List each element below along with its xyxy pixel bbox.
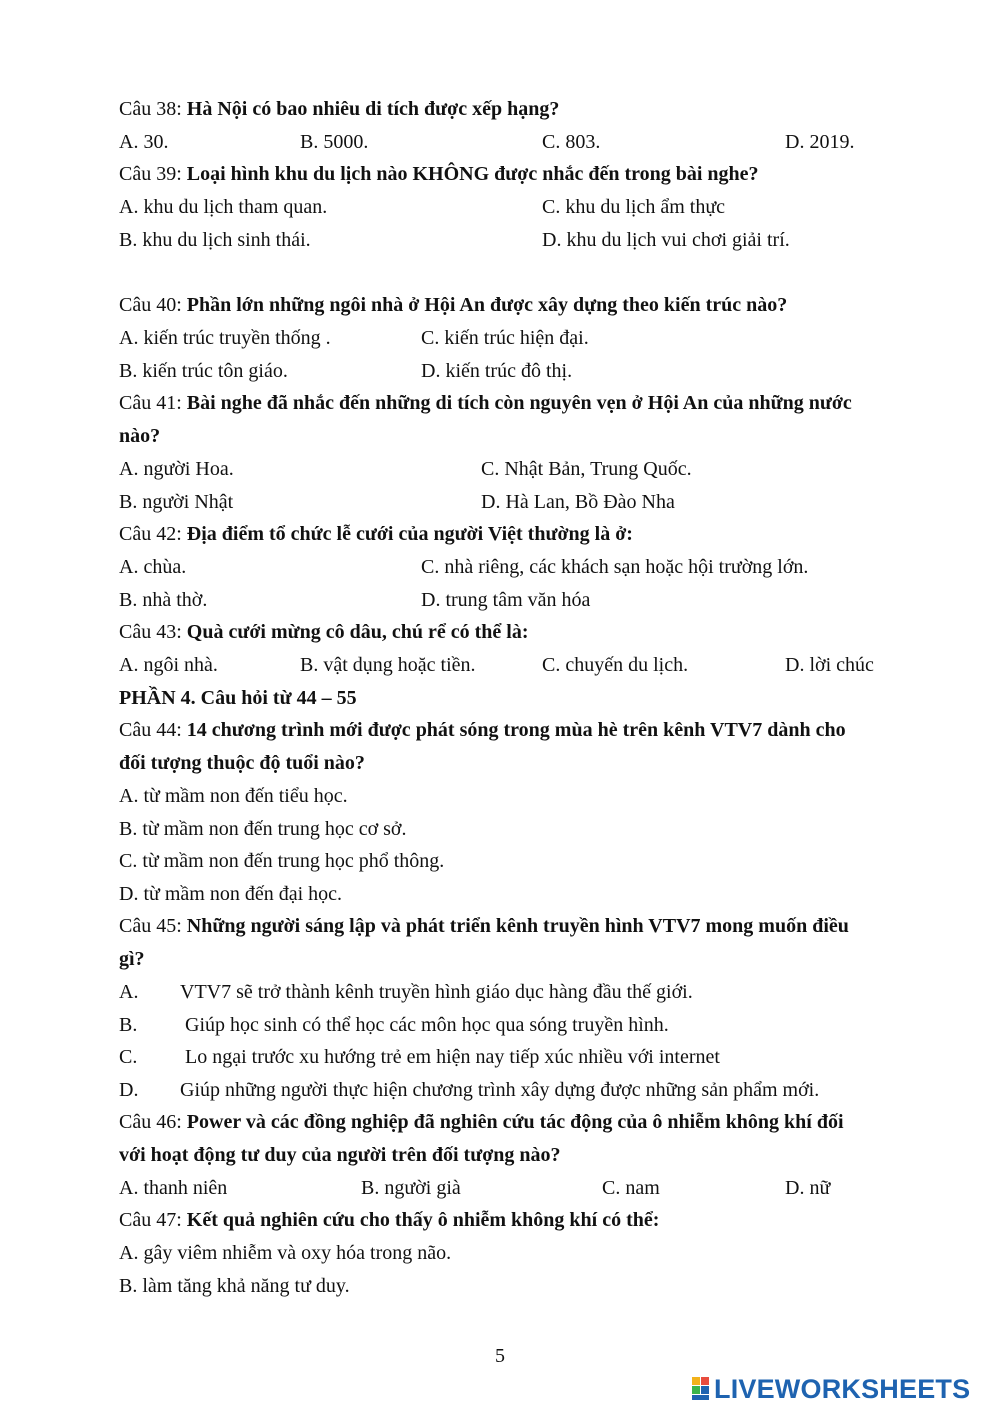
question-44	[119, 717, 846, 743]
q46-option-b[interactable]: B. người già	[361, 1177, 461, 1199]
q45-option-b-letter: B.	[119, 1014, 138, 1036]
q41-option-d[interactable]: D. Hà Lan, Bồ Đào Nha	[481, 491, 675, 513]
q39-label: Câu 39:	[119, 163, 187, 185]
q45-text: Những người sáng lập và phát triển kênh truyền hình VTV7 mong muốn điều	[186, 915, 849, 937]
q40-option-c[interactable]: C. kiến trúc hiện đại.	[421, 327, 589, 349]
q45-option-c-letter: C.	[119, 1046, 138, 1068]
q39-text: Loại hình khu du lịch nào KHÔNG được nhắc đến trong bài nghe?	[186, 163, 759, 185]
q43-option-d[interactable]: D. lời chúc	[785, 654, 874, 676]
q39-option-a[interactable]: A. khu du lịch tham quan.	[119, 196, 328, 218]
q41-text: Bài nghe đã nhắc đến những di tích còn nguyên vẹn ở Hội An của những nước	[186, 392, 852, 414]
q47-label: Câu 47:	[119, 1209, 187, 1231]
q38-option-c[interactable]: C. 803.	[542, 131, 601, 153]
question-41	[119, 390, 852, 416]
question-45	[119, 913, 849, 939]
q39-option-c[interactable]: C. khu du lịch ẩm thực	[542, 196, 726, 218]
q43-option-b[interactable]: B. vật dụng hoặc tiền.	[300, 654, 476, 676]
question-42	[119, 521, 633, 547]
q42-option-c[interactable]: C. nhà riêng, các khách sạn hoặc hội trường lớn.	[421, 556, 809, 578]
q44-option-c[interactable]: C. từ mầm non đến trung học phổ thông.	[119, 850, 445, 872]
liveworksheets-brand[interactable]	[692, 1374, 970, 1404]
q38-label: Câu 38:	[119, 98, 187, 120]
question-39	[119, 161, 759, 187]
question-43	[119, 619, 529, 645]
page-number: 5	[495, 1345, 505, 1367]
question-47	[119, 1207, 659, 1233]
q42-option-a[interactable]: A. chùa.	[119, 556, 187, 578]
q46-option-c[interactable]: C. nam	[602, 1177, 660, 1199]
q46-option-a[interactable]: A. thanh niên	[119, 1177, 228, 1199]
q45-option-c[interactable]: Lo ngại trước xu hướng trẻ em hiện nay tiếp xúc nhiều với internet	[185, 1046, 720, 1068]
q44-option-b[interactable]: B. từ mầm non đến trung học cơ sở.	[119, 818, 407, 840]
q40-label: Câu 40:	[119, 294, 187, 316]
q47-option-b[interactable]: B. làm tăng khả năng tư duy.	[119, 1275, 350, 1297]
q38-text: Hà Nội có bao nhiêu di tích được xếp hạng?	[186, 98, 560, 120]
q42-option-d[interactable]: D. trung tâm văn hóa	[421, 589, 591, 611]
q41-option-b[interactable]: B. người Nhật	[119, 491, 234, 513]
q44-option-a[interactable]: A. từ mầm non đến tiểu học.	[119, 785, 348, 807]
q38-option-a[interactable]: A. 30.	[119, 131, 169, 153]
q38-option-d[interactable]: D. 2019.	[785, 131, 855, 153]
q41-option-a[interactable]: A. người Hoa.	[119, 458, 234, 480]
q43-option-a[interactable]: A. ngôi nhà.	[119, 654, 218, 676]
q45-option-d-letter: D.	[119, 1079, 139, 1101]
q38-option-b[interactable]: B. 5000.	[300, 131, 369, 153]
q46-label: Câu 46:	[119, 1111, 187, 1133]
q44-text-cont: đối tượng thuộc độ tuổi nào?	[119, 752, 365, 774]
question-38	[119, 96, 559, 122]
q44-option-d[interactable]: D. từ mầm non đến đại học.	[119, 883, 343, 905]
q40-text: Phần lớn những ngôi nhà ở Hội An được xây dựng theo kiến trúc nào?	[186, 294, 788, 316]
q40-option-d[interactable]: D. kiến trúc đô thị.	[421, 360, 573, 382]
section-heading-part-4: PHẦN 4. Câu hỏi từ 44 – 55	[119, 687, 357, 709]
q42-option-b[interactable]: B. nhà thờ.	[119, 589, 208, 611]
q44-text: 14 chương trình mới được phát sóng trong mùa hè trên kênh VTV7 dành cho	[186, 719, 846, 741]
q45-option-a-letter: A.	[119, 981, 139, 1003]
liveworksheets-logo-icon	[692, 1377, 710, 1401]
q41-label: Câu 41:	[119, 392, 187, 414]
q45-option-d[interactable]: Giúp những người thực hiện chương trình xây dựng được những sản phẩm mới.	[180, 1079, 820, 1101]
question-46	[119, 1109, 844, 1135]
q46-option-d[interactable]: D. nữ	[785, 1177, 831, 1199]
q39-option-d[interactable]: D. khu du lịch vui chơi giải trí.	[542, 229, 790, 251]
q46-text-cont: với hoạt động tư duy của người trên đối tượng nào?	[119, 1144, 561, 1166]
q40-option-b[interactable]: B. kiến trúc tôn giáo.	[119, 360, 288, 382]
q42-text: Địa điểm tổ chức lễ cưới của người Việt thường là ở:	[186, 523, 633, 545]
q43-option-c[interactable]: C. chuyến du lịch.	[542, 654, 689, 676]
q44-label: Câu 44:	[119, 719, 187, 741]
q45-option-a[interactable]: VTV7 sẽ trở thành kênh truyền hình giáo dục hàng đầu thế giới.	[180, 981, 693, 1003]
question-40	[119, 292, 787, 318]
q41-option-c[interactable]: C. Nhật Bản, Trung Quốc.	[481, 458, 692, 480]
q43-label: Câu 43:	[119, 621, 187, 643]
q46-text: Power và các đồng nghiệp đã nghiên cứu tác động của ô nhiễm không khí đối	[186, 1111, 844, 1133]
q41-text-cont: nào?	[119, 425, 161, 447]
q39-option-b[interactable]: B. khu du lịch sinh thái.	[119, 229, 311, 251]
q45-label: Câu 45:	[119, 915, 187, 937]
q45-text-cont: gì?	[119, 948, 145, 970]
q47-option-a[interactable]: A. gây viêm nhiễm và oxy hóa trong não.	[119, 1242, 452, 1264]
q40-option-a[interactable]: A. kiến trúc truyền thống .	[119, 327, 331, 349]
liveworksheets-wordmark: LIVEWORKSHEETS	[714, 1373, 971, 1404]
q43-text: Quà cưới mừng cô dâu, chú rể có thể là:	[186, 621, 529, 643]
q42-label: Câu 42:	[119, 523, 187, 545]
q45-option-b[interactable]: Giúp học sinh có thể học các môn học qua sóng truyền hình.	[185, 1014, 669, 1036]
q47-text: Kết quả nghiên cứu cho thấy ô nhiễm không khí có thể:	[186, 1209, 660, 1231]
